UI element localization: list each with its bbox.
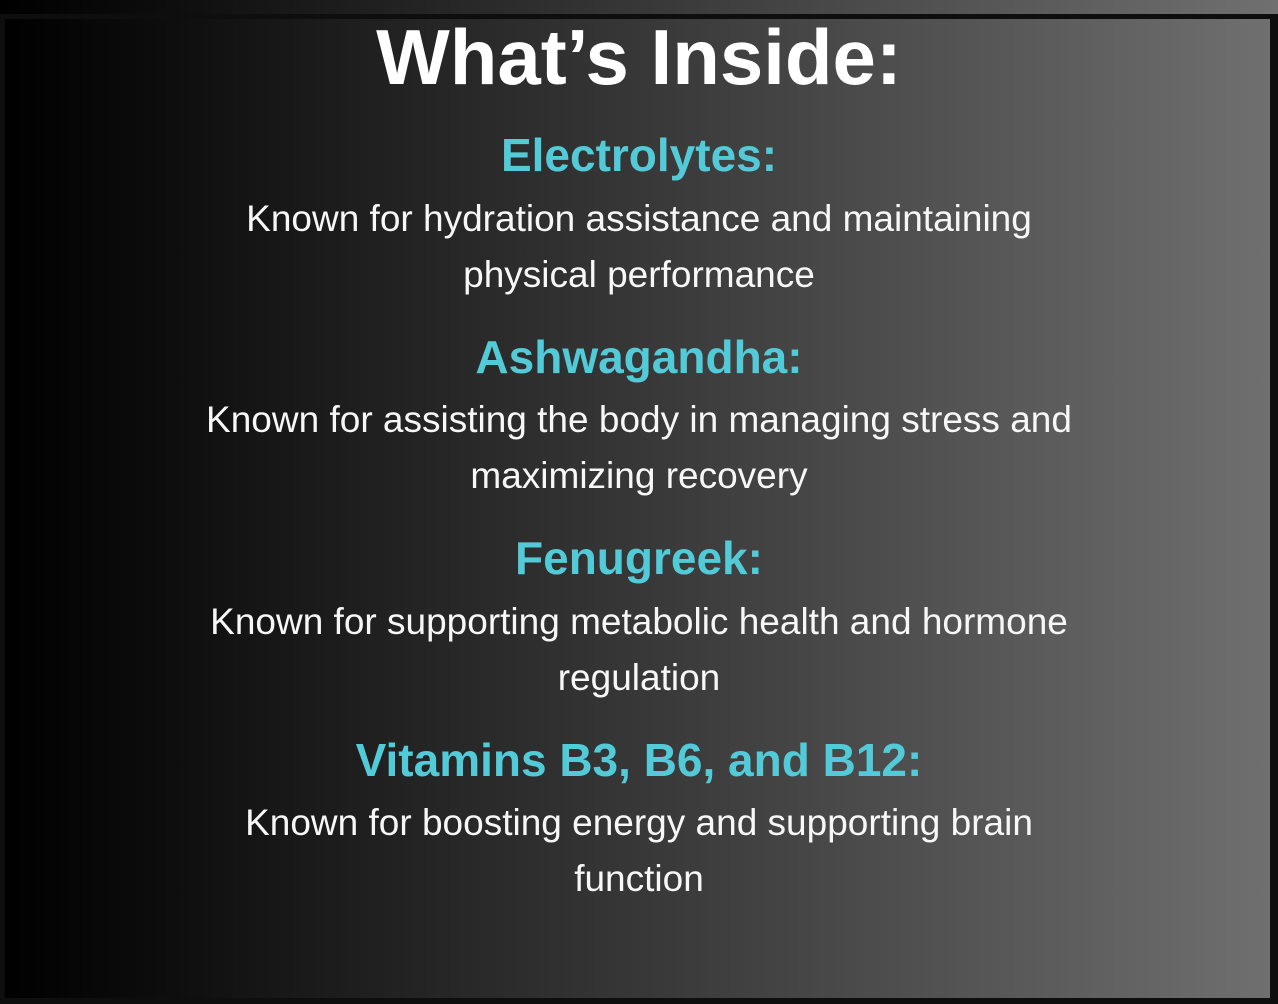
page-title: What’s Inside: [376,13,902,101]
section-ashwagandha [0,329,1278,505]
section-electrolytes [0,127,1278,303]
section-heading-fenugreek: Fenugreek: [515,532,763,585]
section-vitamins-b [0,732,1278,908]
description-line: regulation [557,656,721,698]
section-description-vitamins-b [59,795,1219,907]
section-heading-electrolytes: Electrolytes: [500,129,778,182]
section-description-ashwagandha [59,392,1219,504]
description-line: Known for hydration assistance and maintaining [246,197,1032,239]
description-line: maximizing recovery [470,455,808,497]
section-heading-ashwagandha: Ashwagandha: [475,330,803,383]
description-line: function [574,858,704,900]
section-description-electrolytes [59,191,1219,303]
description-line: Known for boosting energy and supporting brain [245,802,1033,844]
infographic-slide [0,14,1278,1004]
section-description-fenugreek [59,594,1219,706]
description-line: physical performance [463,253,815,295]
description-line: Known for assisting the body in managing stress and [206,399,1072,441]
section-fenugreek [0,530,1278,706]
section-heading-vitamins-b: Vitamins B3, B6, and B12: [355,733,923,786]
description-line: Known for supporting metabolic health and hormone [210,600,1068,642]
corner-artifact-mark [2,14,5,26]
